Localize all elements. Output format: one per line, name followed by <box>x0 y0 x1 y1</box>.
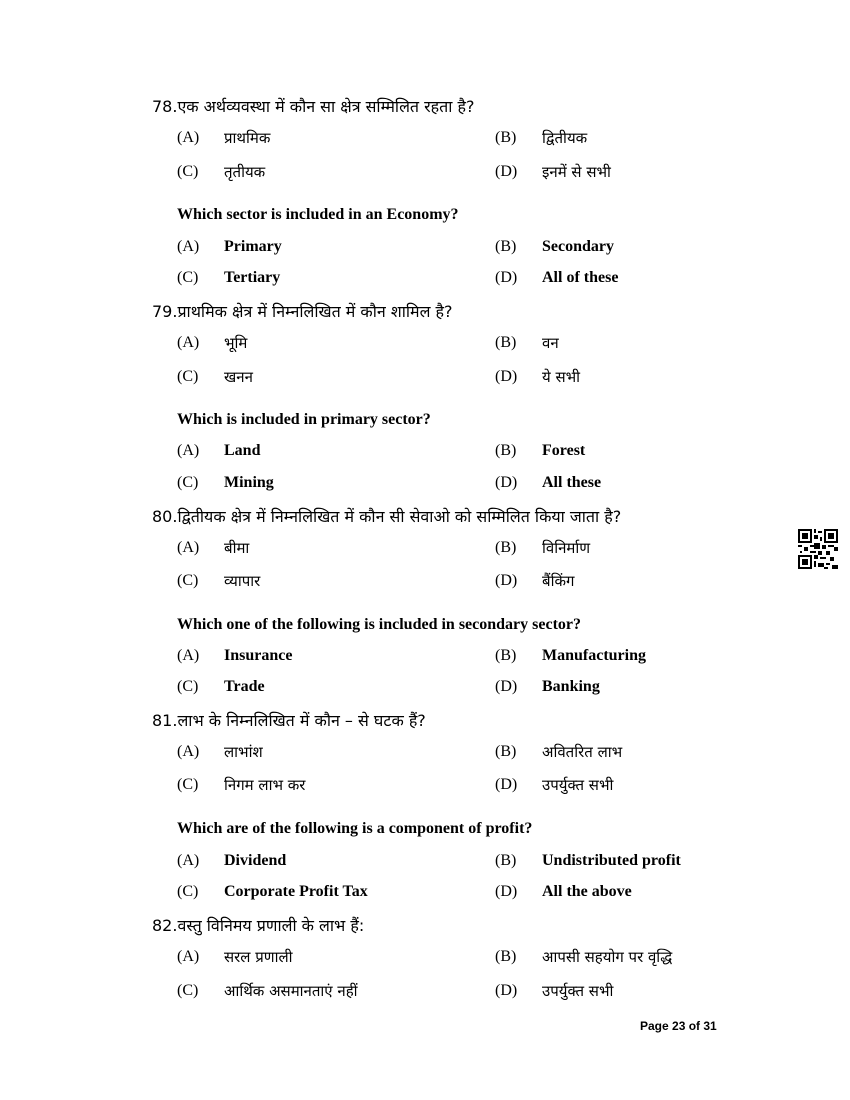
option-label-d: (D) <box>495 474 518 491</box>
question-78-hindi: 78.एक अर्थव्यवस्था में कौन सा क्षेत्र सम्मिलित रहता है? <box>152 97 475 116</box>
q82-hindi-option-a: सरल प्रणाली <box>224 948 293 966</box>
q79-english-option-d: All these <box>542 474 602 491</box>
q78-english-option-b: Secondary <box>542 238 614 255</box>
option-label-d: (D) <box>495 368 518 385</box>
option-label-d: (D) <box>495 269 518 286</box>
q79-english-option-c: Mining <box>224 474 274 491</box>
option-label-a: (A) <box>177 539 200 556</box>
question-80-english: Which one of the following is included in secondary sector? <box>177 616 582 633</box>
q78-english-option-c: Tertiary <box>224 269 281 286</box>
q81-hindi-option-c: निगम लाभ कर <box>224 776 306 794</box>
question-81-hindi: 81.लाभ के निम्नलिखित में कौन – से घटक हैं? <box>152 711 426 730</box>
option-label-c: (C) <box>177 572 199 589</box>
q82-hindi-option-d: उपर्युक्त सभी <box>542 982 614 1000</box>
question-79-english: Which is included in primary sector? <box>177 411 431 428</box>
option-label-d: (D) <box>495 982 518 999</box>
option-label-b: (B) <box>495 539 517 556</box>
option-label-b: (B) <box>495 743 517 760</box>
q81-hindi-option-a: लाभांश <box>224 743 263 761</box>
q81-english-option-d: All the above <box>542 883 632 900</box>
q80-english-option-b: Manufacturing <box>542 647 646 664</box>
option-label-a: (A) <box>177 852 200 869</box>
q79-hindi-option-a: भूमि <box>224 334 248 352</box>
question-78-english: Which sector is included in an Economy? <box>177 206 459 223</box>
option-label-c: (C) <box>177 678 199 695</box>
option-label-a: (A) <box>177 129 200 146</box>
option-label-b: (B) <box>495 647 517 664</box>
option-label-c: (C) <box>177 474 199 491</box>
option-label-d: (D) <box>495 163 518 180</box>
q80-hindi-option-a: बीमा <box>224 539 250 557</box>
option-label-a: (A) <box>177 238 200 255</box>
q78-hindi-option-c: तृतीयक <box>224 163 266 181</box>
q79-hindi-option-b: वन <box>542 334 559 352</box>
option-label-a: (A) <box>177 334 200 351</box>
q78-english-option-d: All of these <box>542 269 619 286</box>
option-label-b: (B) <box>495 852 517 869</box>
option-label-d: (D) <box>495 883 518 900</box>
q81-hindi-option-d: उपर्युक्त सभी <box>542 776 614 794</box>
option-label-d: (D) <box>495 678 518 695</box>
q78-hindi-option-d: इनमें से सभी <box>542 163 611 181</box>
option-label-a: (A) <box>177 442 200 459</box>
option-label-c: (C) <box>177 368 199 385</box>
option-label-b: (B) <box>495 129 517 146</box>
q79-english-option-b: Forest <box>542 442 586 459</box>
question-82-hindi: 82.वस्तु विनिमय प्रणाली के लाभ हैं: <box>152 916 365 935</box>
q80-english-option-a: Insurance <box>224 647 293 664</box>
option-label-b: (B) <box>495 238 517 255</box>
question-81-english: Which are of the following is a component of profit? <box>177 820 533 837</box>
option-label-c: (C) <box>177 883 199 900</box>
page-number: Page 23 of 31 <box>640 1019 717 1033</box>
question-80-hindi: 80.द्वितीयक क्षेत्र में निम्नलिखित में कौन सी सेवाओ को सम्मिलित किया जाता है? <box>152 507 622 526</box>
q80-english-option-d: Banking <box>542 678 600 695</box>
q80-hindi-option-c: व्यापार <box>224 572 261 590</box>
option-label-b: (B) <box>495 948 517 965</box>
option-label-a: (A) <box>177 743 200 760</box>
option-label-c: (C) <box>177 982 199 999</box>
q81-english-option-a: Dividend <box>224 852 287 869</box>
option-label-d: (D) <box>495 776 518 793</box>
q79-english-option-a: Land <box>224 442 261 459</box>
option-label-c: (C) <box>177 776 199 793</box>
q81-hindi-option-b: अवितरित लाभ <box>542 743 623 761</box>
option-label-c: (C) <box>177 163 199 180</box>
option-label-c: (C) <box>177 269 199 286</box>
option-label-b: (B) <box>495 334 517 351</box>
q78-english-option-a: Primary <box>224 238 282 255</box>
option-label-a: (A) <box>177 948 200 965</box>
qr-code-icon <box>798 529 838 569</box>
option-label-a: (A) <box>177 647 200 664</box>
q78-hindi-option-b: द्वितीयक <box>542 129 588 147</box>
q82-hindi-option-c: आर्थिक असमानताएं नहीं <box>224 982 358 1000</box>
q80-english-option-c: Trade <box>224 678 265 695</box>
q79-hindi-option-c: खनन <box>224 368 253 386</box>
q82-hindi-option-b: आपसी सहयोग पर वृद्धि <box>542 948 673 966</box>
q80-hindi-option-d: बैंकिंग <box>542 572 575 590</box>
q79-hindi-option-d: ये सभी <box>542 368 581 386</box>
q80-hindi-option-b: विनिर्माण <box>542 539 591 557</box>
option-label-d: (D) <box>495 572 518 589</box>
q81-english-option-b: Undistributed profit <box>542 852 681 869</box>
question-79-hindi: 79.प्राथमिक क्षेत्र में निम्नलिखित में कौन शामिल है? <box>152 302 453 321</box>
option-label-b: (B) <box>495 442 517 459</box>
q81-english-option-c: Corporate Profit Tax <box>224 883 368 900</box>
q78-hindi-option-a: प्राथमिक <box>224 129 271 147</box>
